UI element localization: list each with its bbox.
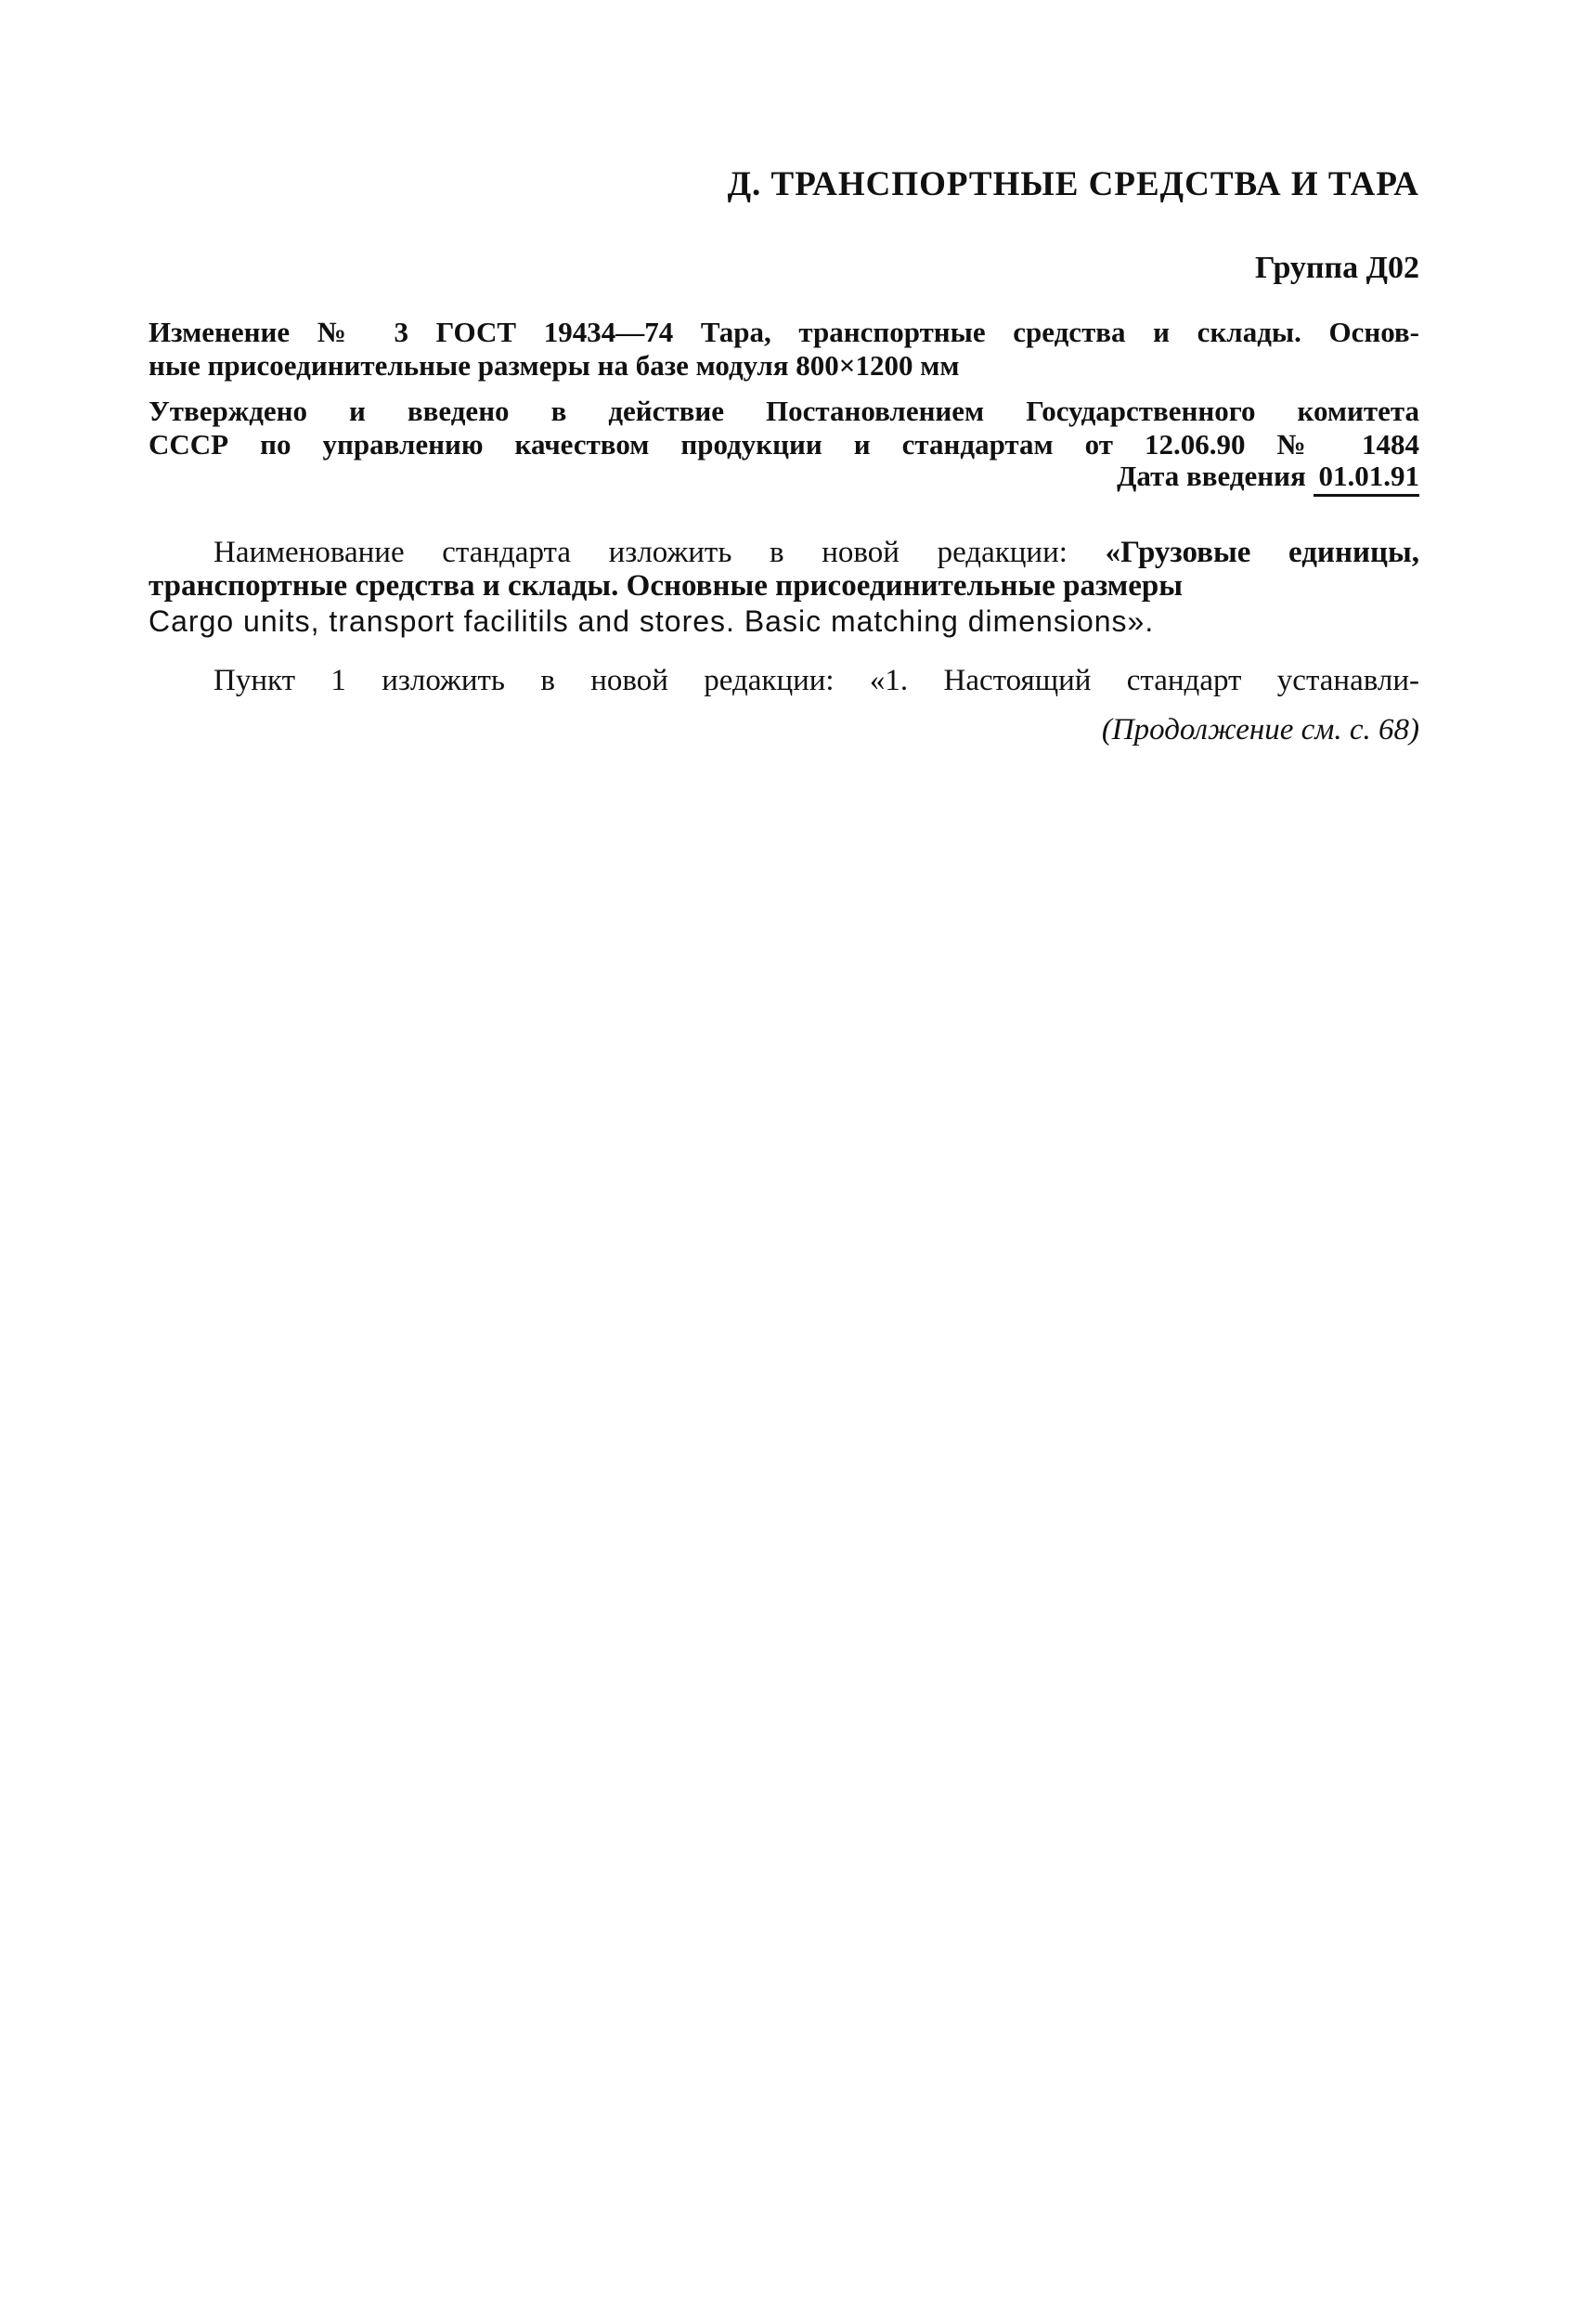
amendment-line-1: Изменение № 3 ГОСТ 19434—74 Тара, транспортные средства и склады. Основ-	[149, 316, 1419, 348]
effective-date	[1117, 461, 1419, 490]
paragraph1-line-2: транспортные средства и склады. Основные присоединительные размеры	[149, 569, 1184, 603]
group-label: Группа Д02	[1254, 251, 1419, 285]
approval-block	[149, 395, 1419, 461]
approval-line-1: Утверждено и введено в действие Постановлением Государственного комитета	[149, 395, 1419, 427]
paragraph1-line-1-plain: Наименование стандарта изложить в новой редакции:	[214, 536, 1106, 569]
paragraph1-line-1	[149, 536, 1419, 569]
paragraph1-english-title: Cargo units, transport facilitils and stores. Basic matching dimensions».	[149, 604, 1155, 638]
paragraph-title-change	[149, 536, 1419, 640]
section-title: Д. ТРАНСПОРТНЫЕ СРЕДСТВА И ТАРА	[727, 165, 1419, 203]
amendment-line-2: ные присоединительные размеры на базе модуля 800×1200 мм	[149, 349, 960, 382]
effective-date-value: 01.01.91	[1314, 460, 1420, 497]
paragraph-item-1	[149, 664, 1419, 697]
continuation-note: (Продолжение см. с. 68)	[1101, 713, 1419, 747]
paragraph1-line-1-bold: «Грузовые единицы,	[1105, 536, 1419, 569]
paragraph2-line-1: Пункт 1 изложить в новой редакции: «1. Настоящий стандарт устанавли-	[214, 664, 1419, 697]
approval-line-2: СССР по управлению качеством продукции и стандартам от 12.06.90 № 1484	[149, 428, 1419, 461]
effective-date-label: Дата введения	[1117, 460, 1306, 492]
amendment-heading	[149, 316, 1419, 383]
